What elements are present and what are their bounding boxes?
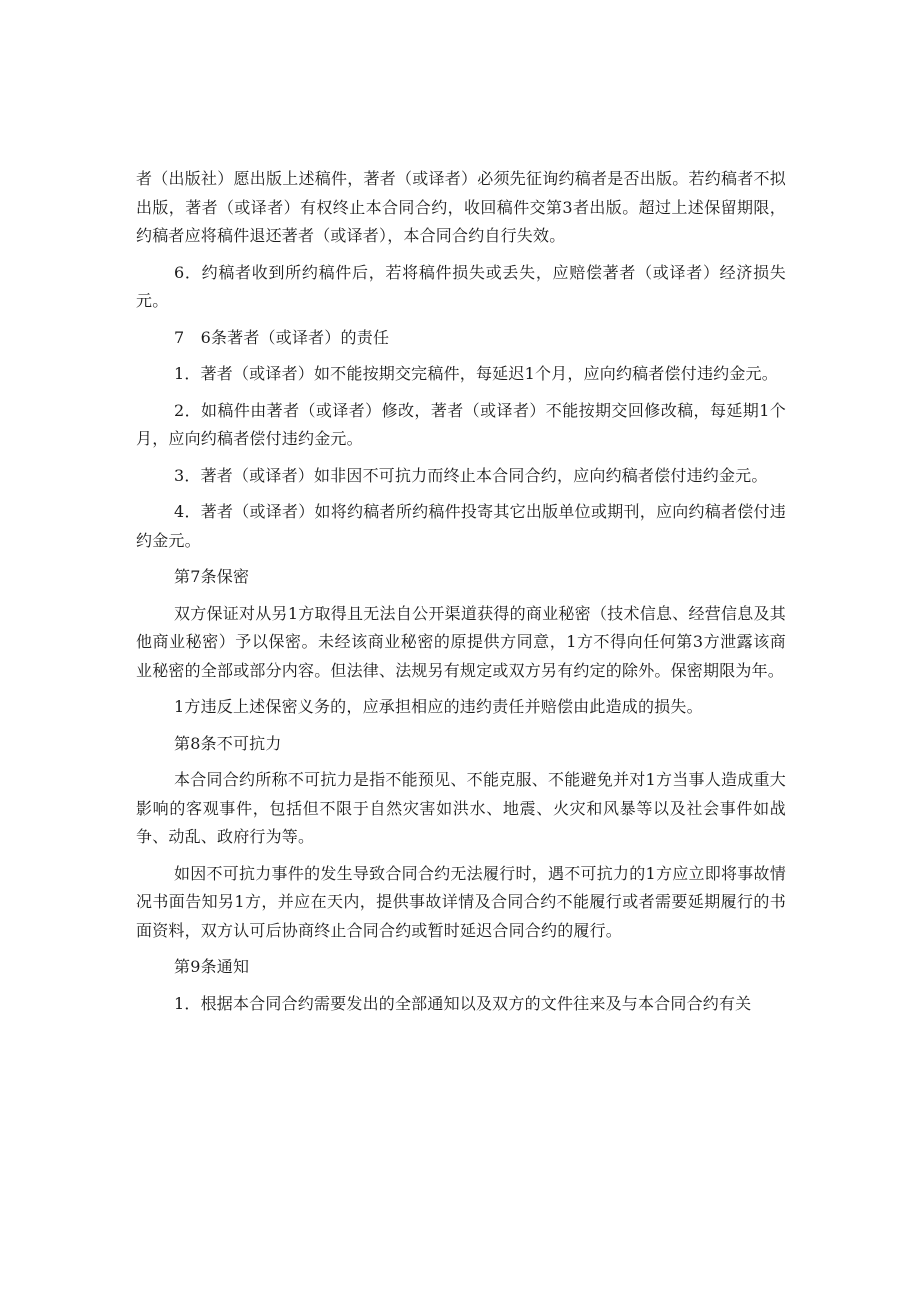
paragraph: 6．约稿者收到所约稿件后，若将稿件损失或丢失，应赔偿著者（或译者）经济损失元。 (136, 262, 786, 310)
section-heading: 第7条保密 (174, 567, 250, 586)
paragraph: 1．根据本合同合约需要发出的全部通知以及双方的文件往来及与本合同合约有关 (174, 993, 752, 1013)
paragraph: 如因不可抗力事件的发生导致合同合约无法履行时，遇不可抗力的1方应立即将事故情况书面告知另1方，并应在天内，提供事故详情及合同合约不能履行或者需要延期履行的书面资料，双方认可后协商终止合同合约或暂时延迟合同合约的履行。 (136, 863, 786, 940)
paragraph: 本合同合约所称不可抗力是指不能预见、不能克服、不能避免并对1方当事人造成重大影响的客观事件，包括但不限于自然灾害如洪水、地震、火灾和风暴等以及社会事件如战争、动乱、政府行为等。 (136, 770, 786, 846)
paragraph: 双方保证对从另1方取得且无法自公开渠道获得的商业秘密（技术信息、经营信息及其他商业秘密）予以保密。未经该商业秘密的原提供方同意，1方不得向任何第3方泄露该商业秘密的全部或部分内容。但法律、法规另有规定或双方另有约定的除外。保密期限为年。 (136, 603, 786, 680)
paragraph: 1．著者（或译者）如不能按期交完稿件，每延迟1个月，应向约稿者偿付违约金元。 (174, 364, 778, 383)
document-body (136, 165, 786, 1026)
paragraph: 者（出版社）愿出版上述稿件，著者（或译者）必须先征询约稿者是否出版。若约稿者不拟出版，著者（或译者）有权终止本合同合约，收回稿件交第3者出版。超过上述保留期限，约稿者应将稿件退还著者（或译者），本合同合约自行失效。 (136, 169, 786, 245)
paragraph: 4．著者（或译者）如将约稿者所约稿件投寄其它出版单位或期刊，应向约稿者偿付违约金元。 (136, 502, 786, 550)
section-heading: 第9条通知 (174, 957, 250, 976)
paragraph: 1方违反上述保密义务的，应承担相应的违约责任并赔偿由此造成的损失。 (174, 697, 703, 716)
section-heading: 第8条不可抗力 (174, 733, 282, 753)
paragraph: 2．如稿件由著者（或译者）修改，著者（或译者）不能按期交回修改稿，每延期1个月，应向约稿者偿付违约金元。 (136, 400, 786, 448)
paragraph: 3．著者（或译者）如非因不可抗力而终止本合同合约，应向约稿者偿付违约金元。 (174, 465, 768, 485)
section-heading: 7 6条著者（或译者）的责任 (174, 327, 390, 347)
